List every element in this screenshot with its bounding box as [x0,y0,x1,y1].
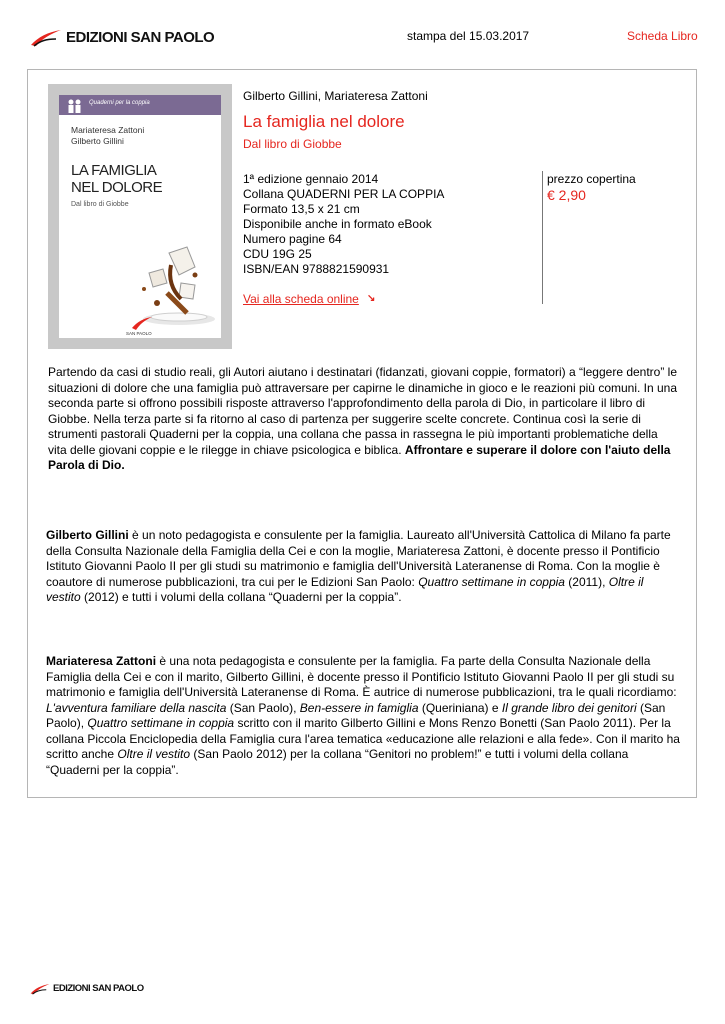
cover-subtitle: Dal libro di Giobbe [71,201,129,208]
broken-cup-illustration [109,223,219,328]
book-edition: 1ª edizione gennaio 2014 [243,172,379,186]
cover-series-band [59,95,221,115]
couple-silhouette-icon [65,98,85,113]
cover-authors: Mariateresa Zattoni Gilberto Gillini [71,125,145,146]
document-type: Scheda Libro [627,29,698,43]
book-cdu: CDU 19G 25 [243,247,312,261]
cover-publisher-mark: SAN PAOLO [126,331,152,336]
arrow-down-right-icon[interactable]: ↘ [367,293,376,304]
publisher-logo [30,27,214,47]
print-date: stampa del 15.03.2017 [407,29,530,43]
cover-series-label: Quaderni per la coppia [89,100,150,106]
footer-logo [30,982,144,995]
book-isbn: ISBN/EAN 9788821590931 [243,262,390,276]
book-title: La famiglia nel dolore [243,112,405,131]
book-pages: Numero pagine 64 [243,232,342,246]
book-details [243,172,444,277]
swoosh-logo-icon [30,982,50,995]
book-description: Partendo da casi di studio reali, gli Autori aiutano i destinatari (fidanzati, giovani coppie, formatori) a “leggere dentro” le situazioni di dolore che una famiglia può attraversare per capirne le dinamiche in gioco e le reazioni più comuni. In una seconda parte si offrono possibili risposte attraverso l'approfondimento della parola di Dio, in particolare il libro di Giobbe. Nella terza parte si fa ritorno al caso di partenza per suggerire scelte concrete. Continua così la serie di strumenti pastorali Quaderni per la coppia, una collana che passa in rassegna le più importanti problematiche della vita delle giovani coppie e le rilegge in chiave psicologica e biblica. Affrontare e superare il dolore con l'aiuto della Parola di Dio. [48,365,678,472]
book-collana: Collana QUADERNI PER LA COPPIA [243,187,445,201]
book-cover [48,84,232,349]
price-label: prezzo copertina [547,172,636,186]
book-authors: Gilberto Gillini, Mariateresa Zattoni [243,89,428,103]
bio-gillini: Gilberto Gillini è un noto pedagogista e consulente per la famiglia. Laureato all'Università Cattolica di Milano fa parte della Consulta Nazionale della Famiglia della Cei e con la moglie, Mariateresa Zattoni, è docente presso il Pontificio Istituto Giovanni Paolo II per gli studi su matrimonio e famiglia dell'Università Lateranense di Roma. Con la moglie è coautore di numerose pubblicazioni, tra cui per le Edizioni San Paolo: Quattro settimane in coppia (2011), Oltre il vestito (2012) e tutti i volumi della collana “Quaderni per la coppia”. [46,528,671,604]
bio-zattoni: Mariateresa Zattoni è una nota pedagogista e consulente per la famiglia. Fa parte della Consulta Nazionale della Famiglia della Cei e con il marito, Gilberto Gillini, è docente presso il Pontificio Istituto Giovanni Paolo II per gli studi su matrimonio e famiglia dell'Università Lateranense di Roma. È autrice di numerose pubblicazioni, tra le quali ricordiamo: L'avventura familiare della nascita (San Paolo), Ben-essere in famiglia (Queriniana) e Il grande libro dei genitori (San Paolo), Quattro settimane in coppia scritto con il marito Gilberto Gillini e Mons Renzo Bonetti (San Paolo 2011). Per la collana Piccola Enciclopedia della Famiglia cura l'area tematica «educazione alle relazioni e alla fede». Con il marito ha scritto anche Oltre il vestito (San Paolo 2012) per la collana “Genitori no problem!” e tutti i volumi della collana “Quaderni per la coppia”. [46,654,680,777]
book-ebook: Disponibile anche in formato eBook [243,217,432,231]
publisher-name: EDIZIONI SAN PAOLO [66,28,215,46]
footer-publisher-name: EDIZIONI SAN PAOLO [53,983,144,994]
price-value: € 2,90 [547,187,586,203]
price-divider [542,171,543,304]
book-subtitle: Dal libro di Giobbe [243,137,342,151]
cover-title: LA FAMIGLIA NEL DOLORE [71,162,163,196]
online-sheet-link[interactable]: Vai alla scheda online [243,292,359,306]
cover-publisher-mark-icon [131,315,153,331]
swoosh-logo-icon [30,27,62,47]
book-format: Formato 13,5 x 21 cm [243,202,360,216]
